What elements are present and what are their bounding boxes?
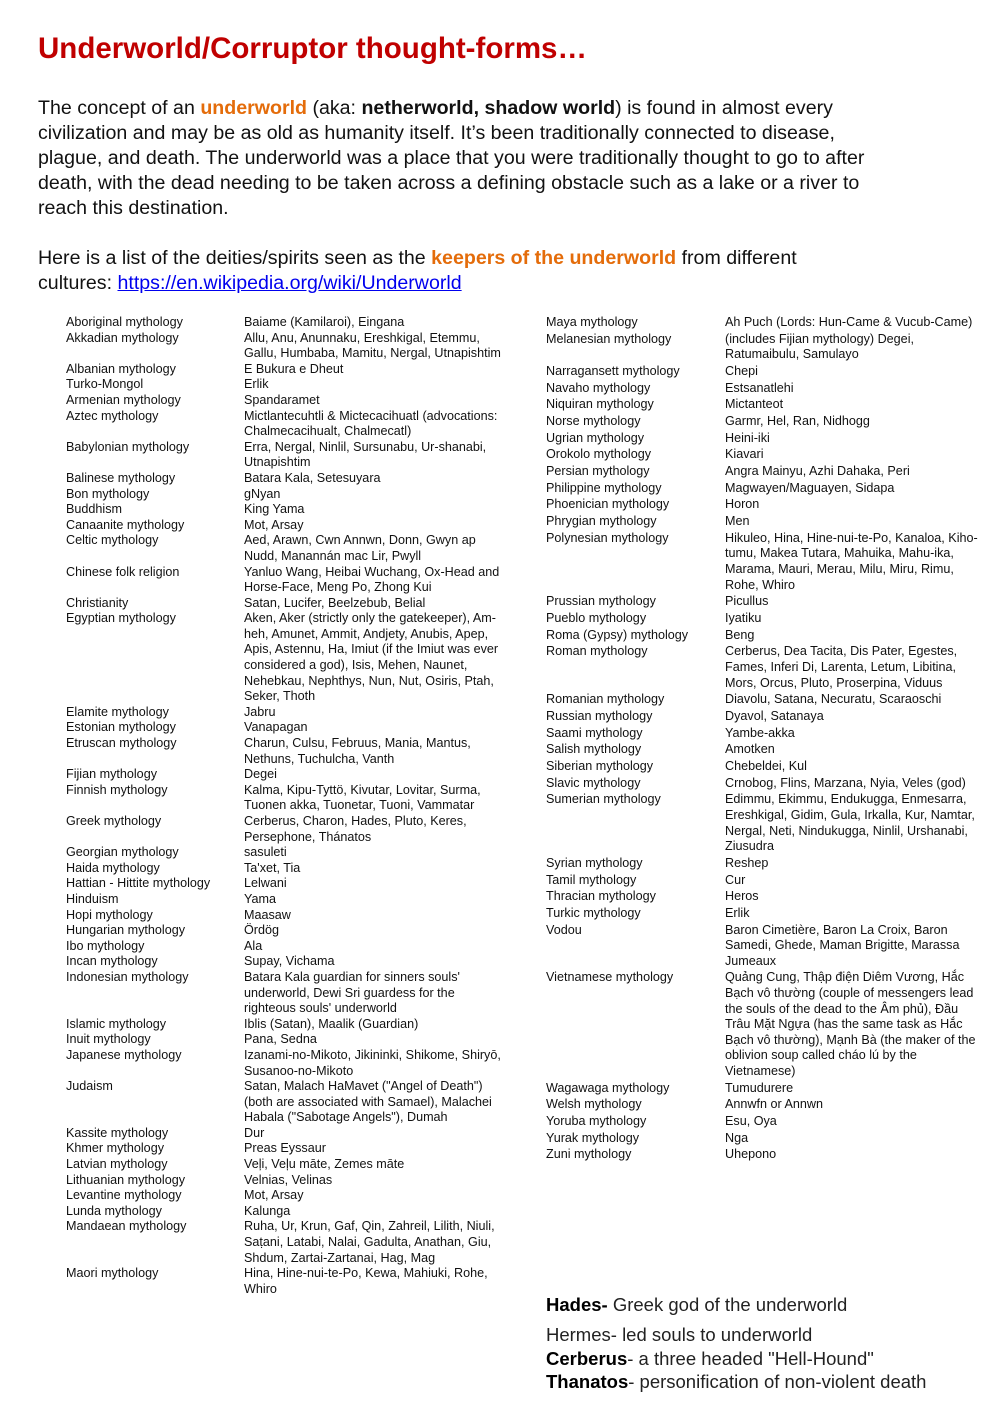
deity-list: Iblis (Satan), Maalik (Guardian): [244, 1016, 419, 1031]
culture-name: Zuni mythology: [546, 1147, 632, 1162]
deity-list: Nga: [725, 1130, 749, 1145]
deity-list: Velnias, Velinas: [244, 1172, 333, 1187]
deity-list: Uhepono: [725, 1147, 777, 1162]
list-intro-text: Here is a list of the deities/spirits seen as the: [38, 247, 432, 269]
deity-list: Annwfn or Annwn: [725, 1097, 824, 1112]
culture-name: Saami mythology: [546, 725, 643, 740]
deity-list: Hikuleo, Hina, Hine-nui-te-Po, Kanaloa, Kiho-tumu, Makea Tutara, Mahuika, Mahu-ika, Marama, Mauri, Merau, Milu, Miru, Rimu, Rohe, Whiro: [725, 530, 978, 592]
culture-name: Navaho mythology: [546, 380, 651, 395]
culture-name: Khmer mythology: [66, 1141, 164, 1156]
table-row: [66, 1173, 511, 1189]
culture-name: Yoruba mythology: [546, 1114, 647, 1129]
deity-table-right: [546, 315, 986, 1164]
table-row: [66, 1266, 511, 1297]
deity-list: Chepi: [725, 363, 758, 378]
culture-name: Greek mythology: [66, 814, 162, 828]
deity-list: Edimmu, Ekimmu, Endukugga, Enmesarra, Ereshkigal, Gidim, Gula, Irkalla, Kur, Namtar, Nergal, Neti, Nindukugga, Ninlil, Urshanabi, Ziusudra: [725, 792, 975, 854]
table-row: [66, 767, 511, 783]
deity-list: Aken, Aker (strictly only the gatekeeper), Am-heh, Amunet, Ammit, Andjety, Anubis, Apep, Apis, Astennu, Ha, Imiut (if the Imiut was ever considered a god), Isis, Mehen, Naunet, Nehebkau, Nephthys, Nun, Nut, Osiris, Ptah, Seker, Thoth: [244, 611, 499, 704]
culture-name: Balinese mythology: [66, 470, 176, 485]
table-row: [546, 709, 986, 725]
list-intro-paragraph: [38, 246, 868, 296]
deity-list: Allu, Anu, Anunnaku, Ereshkigal, Etemmu, Gallu, Humbaba, Mamitu, Nergal, Utnapishtim: [244, 330, 501, 361]
culture-name: Chinese folk religion: [66, 564, 180, 579]
table-row: [66, 908, 511, 924]
deity-list: (includes Fijian mythology) Degei, Ratumaibulu, Samulayo: [725, 331, 914, 362]
deity-list: Aed, Arawn, Cwn Annwn, Donn, Gwyn ap Nudd, Manannán mac Lir, Pwyll: [244, 533, 476, 563]
culture-name: Hopi mythology: [66, 907, 153, 922]
deity-list: Ala: [244, 938, 263, 953]
deity-list: Maasaw: [244, 907, 291, 922]
culture-name: Aztec mythology: [66, 408, 159, 423]
deity-list: Yama: [244, 891, 276, 906]
culture-name: Armenian mythology: [66, 392, 181, 407]
deity-list: Yambe-akka: [725, 725, 795, 740]
culture-name: Buddhism: [66, 502, 123, 517]
deity-list: Ta'xet, Tia: [244, 860, 301, 875]
deity-list: Batara Kala, Setesuyara: [244, 470, 381, 485]
deity-list: Satan, Lucifer, Beelzebub, Belial: [244, 595, 426, 610]
deity-list: Baiame (Kamilaroi), Eingana: [244, 315, 405, 329]
deity-list: Horon: [725, 497, 760, 512]
summary-term: Hades-: [546, 1294, 608, 1315]
deity-list: Erra, Nergal, Ninlil, Sursunabu, Ur-shanabi, Utnapishtim: [244, 439, 487, 470]
summary-item: [546, 1293, 926, 1317]
summary-description: Greek god of the underworld: [607, 1294, 848, 1315]
table-row: [66, 362, 511, 378]
deity-list: Amotken: [725, 742, 775, 757]
table-row: [66, 518, 511, 534]
deity-list: Hina, Hine-nui-te-Po, Kewa, Mahiuki, Rohe, Whiro: [244, 1266, 488, 1296]
table-row: [546, 873, 986, 889]
table-row: [546, 628, 986, 644]
table-row: [546, 742, 986, 758]
culture-name: Turkic mythology: [546, 905, 641, 920]
deity-list: Degei: [244, 767, 277, 782]
table-row: [546, 514, 986, 530]
culture-name: Japanese mythology: [66, 1047, 182, 1062]
deity-list: Reshep: [725, 855, 769, 870]
table-row: [546, 644, 986, 691]
deity-list: Estsanatlehi: [725, 380, 794, 395]
table-row: [546, 856, 986, 872]
table-row: [546, 531, 986, 593]
summary-description: - led souls to underworld: [610, 1323, 813, 1345]
table-row: [66, 596, 511, 612]
culture-name: Albanian mythology: [66, 361, 176, 376]
deity-list: Magwayen/Maguayen, Sidapa: [725, 480, 895, 495]
table-row: [66, 845, 511, 861]
deity-list: Pana, Sedna: [244, 1032, 317, 1047]
table-row: [66, 939, 511, 955]
culture-name: Wagawaga mythology: [546, 1080, 670, 1095]
culture-name: Ugrian mythology: [546, 430, 644, 445]
deity-list: Baron Cimetière, Baron La Croix, Baron Samedi, Ghede, Maman Brigitte, Marassa Jumeaux: [725, 922, 960, 968]
deity-table-left: [66, 315, 511, 1297]
table-row: [546, 447, 986, 463]
table-row: [66, 876, 511, 892]
table-row: [66, 315, 511, 331]
deity-list: Men: [725, 514, 750, 529]
table-row: [66, 720, 511, 736]
table-row: [66, 393, 511, 409]
culture-name: Georgian mythology: [66, 845, 179, 860]
culture-name: Persian mythology: [546, 464, 650, 479]
summary-description: - a three headed "Hell-Hound": [627, 1347, 874, 1369]
deity-list: Yanluo Wang, Heibai Wuchang, Ox-Head and Horse-Face, Meng Po, Zhong Kui: [244, 564, 500, 595]
table-row: [66, 1017, 511, 1033]
culture-name: Orokolo mythology: [546, 447, 651, 462]
deity-list: Erlik: [725, 905, 750, 920]
table-row: [66, 923, 511, 939]
table-row: [66, 1032, 511, 1048]
deity-list: Diavolu, Satana, Necuratu, Scaraoschi: [725, 692, 942, 707]
table-row: [66, 814, 511, 845]
deity-list: Kiavari: [725, 447, 764, 462]
table-row: [546, 726, 986, 742]
table-row: [66, 1141, 511, 1157]
culture-name: Niquiran mythology: [546, 397, 654, 412]
table-row: [66, 736, 511, 767]
deity-list: gNyan: [244, 486, 281, 501]
table-row: [546, 481, 986, 497]
culture-name: Hungarian mythology: [66, 923, 186, 938]
deity-list: Charun, Culsu, Februus, Mania, Mantus, Nethuns, Tuchulcha, Vanth: [244, 736, 471, 766]
culture-name: Pueblo mythology: [546, 611, 647, 625]
culture-name: Elamite mythology: [66, 704, 169, 719]
summary-term: Cerberus: [546, 1347, 628, 1369]
table-row: [546, 792, 986, 854]
deity-list: Cerberus, Charon, Hades, Pluto, Keres, Persephone, Thánatos: [244, 814, 467, 844]
table-row: [546, 1114, 986, 1130]
table-row: [546, 464, 986, 480]
culture-name: Akkadian mythology: [66, 330, 179, 345]
culture-name: Bon mythology: [66, 486, 150, 501]
table-row: [546, 594, 986, 610]
culture-name: Islamic mythology: [66, 1016, 167, 1031]
summary-term: Hermes: [546, 1323, 611, 1345]
culture-name: Welsh mythology: [546, 1097, 642, 1112]
table-row: [546, 889, 986, 905]
culture-name: Maya mythology: [546, 315, 638, 329]
table-row: [66, 1219, 511, 1266]
deity-list: Jabru: [244, 704, 276, 719]
intro-paragraph: [38, 96, 868, 221]
table-row: [546, 431, 986, 447]
wikipedia-link[interactable]: https://en.wikipedia.org/wiki/Underworld: [117, 272, 462, 294]
summary-item: [546, 1323, 926, 1347]
culture-name: Salish mythology: [546, 742, 642, 757]
deity-list: King Yama: [244, 502, 305, 517]
culture-name: Melanesian mythology: [546, 331, 672, 346]
deity-list: Ah Puch (Lords: Hun-Came & Vucub-Came): [725, 315, 973, 329]
table-row: [546, 906, 986, 922]
deity-list: E Bukura e Dheut: [244, 361, 344, 376]
culture-name: Estonian mythology: [66, 720, 176, 735]
summary-description: - personification of non-violent death: [628, 1371, 927, 1393]
culture-name: Turko-Mongol: [66, 377, 144, 392]
table-row: [546, 332, 986, 363]
intro-text: ) is found in almost every civilization and may be as old as humanity itself. It’s been traditionally connected to disease, plague, and death. The underworld was a place that you were traditionally thought to go to after death, with the dead needing to be taken across a defining obstacle such as a lake or a river to reach this destination.: [38, 97, 865, 219]
deity-list: Esu, Oya: [725, 1114, 777, 1129]
table-row: [66, 331, 511, 362]
culture-name: Slavic mythology: [546, 775, 641, 790]
underworld-highlight: underworld: [200, 97, 307, 119]
culture-name: Incan mythology: [66, 954, 158, 969]
culture-name: Etruscan mythology: [66, 736, 177, 751]
table-row: [66, 954, 511, 970]
deity-list: Mot, Arsay: [244, 517, 304, 532]
culture-name: Russian mythology: [546, 708, 653, 723]
culture-name: Aboriginal mythology: [66, 315, 183, 329]
deity-list: Erlik: [244, 377, 269, 392]
table-row: [66, 783, 511, 814]
culture-name: Phrygian mythology: [546, 514, 657, 529]
table-row: [66, 565, 511, 596]
culture-name: Kassite mythology: [66, 1125, 169, 1140]
culture-name: Philippine mythology: [546, 480, 662, 495]
deity-list: sasuleti: [244, 845, 287, 860]
table-row: [66, 1188, 511, 1204]
culture-name: Latvian mythology: [66, 1157, 168, 1172]
deity-list: Satan, Malach HaMavet ("Angel of Death") (both are associated with Samael), Malachei Habala ("Sabotage Angels"), Dumah: [244, 1079, 492, 1125]
culture-name: Babylonian mythology: [66, 439, 190, 454]
culture-name: Yurak mythology: [546, 1130, 640, 1145]
culture-name: Canaanite mythology: [66, 517, 185, 532]
table-row: [66, 533, 511, 564]
deity-list: Tumudurere: [725, 1080, 794, 1095]
table-row: [66, 1048, 511, 1079]
culture-name: Levantine mythology: [66, 1188, 182, 1203]
keepers-highlight: keepers of the underworld: [431, 247, 677, 269]
culture-name: Lithuanian mythology: [66, 1172, 186, 1187]
deity-list: Picullus: [725, 594, 769, 609]
deity-list: Batara Kala guardian for sinners souls' underworld, Dewi Sri guardess for the righteous souls' underworld: [244, 969, 460, 1016]
deity-list: Supay, Vichama: [244, 954, 335, 969]
table-row: [546, 759, 986, 775]
culture-name: Fijian mythology: [66, 767, 157, 782]
table-row: [546, 1097, 986, 1113]
deity-list: Veļi, Veļu māte, Zemes māte: [244, 1157, 405, 1172]
culture-name: Syrian mythology: [546, 855, 643, 870]
deity-list: Garmr, Hel, Ran, Nidhogg: [725, 414, 870, 429]
table-row: [546, 1147, 986, 1163]
table-row: [546, 1081, 986, 1097]
culture-name: Finnish mythology: [66, 782, 168, 797]
table-row: [66, 502, 511, 518]
culture-name: Lunda mythology: [66, 1203, 162, 1218]
page-title: Underworld/Corruptor thought-forms…: [38, 32, 587, 65]
deity-list: Cerberus, Dea Tacita, Dis Pater, Egestes, Fames, Inferi Di, Larenta, Letum, Libitina, Mors, Orcus, Pluto, Proserpina, Viduus: [725, 644, 958, 690]
culture-name: Hinduism: [66, 891, 119, 906]
deity-list: Izanami-no-Mikoto, Jikininki, Shikome, Shiryō, Susanoo-no-Mikoto: [244, 1047, 501, 1078]
table-row: [66, 1157, 511, 1173]
deity-list: Chebeldei, Kul: [725, 759, 807, 773]
culture-name: Roma (Gypsy) mythology: [546, 627, 689, 642]
deity-list: Beng: [725, 627, 755, 642]
deity-list: Quảng Cung, Thập điện Diêm Vương, Hắc Bạch vô thường (couple of messengers lead the souls of the dead to the Âm phủ), Đầu Trâu Mặt Ngựa (has the same task as Hắc Bạch vô thường), Mạnh Bà (the maker of the oblivion soup called cháo lú by the Vietnamese): [725, 970, 976, 1079]
table-row: [66, 409, 511, 440]
deity-list: Ördög: [244, 923, 280, 938]
culture-name: Siberian mythology: [546, 759, 654, 773]
deity-list: Heini-iki: [725, 430, 770, 445]
summary-item: [546, 1347, 926, 1371]
deity-list: Dur: [244, 1125, 265, 1140]
culture-name: Celtic mythology: [66, 533, 159, 548]
deity-list: Iyatiku: [725, 611, 762, 625]
culture-name: Polynesian mythology: [546, 530, 669, 545]
culture-name: Sumerian mythology: [546, 792, 661, 807]
table-row: [66, 970, 511, 1017]
deity-list: Ruha, Ur, Krun, Gaf, Qin, Zahreil, Lilith, Niuli, Saṭani, Latabi, Nalai, Gadulta, Anathan, Giu, Shdum, Zartai-Zartanai, Hag, Mag: [244, 1219, 495, 1265]
table-row: [546, 776, 986, 792]
table-row: [546, 692, 986, 708]
deity-list: Vanapagan: [244, 720, 308, 735]
table-row: [66, 1126, 511, 1142]
culture-name: Hattian - Hittite mythology: [66, 876, 211, 891]
deity-list: Preas Eyssaur: [244, 1141, 326, 1156]
deity-list: Kalma, Kipu-Tyttö, Kivutar, Lovitar, Surma, Tuonen akka, Tuonetar, Tuoni, Vammatar: [244, 782, 481, 813]
table-row: [66, 861, 511, 877]
culture-name: Ibo mythology: [66, 938, 145, 953]
deity-list: Spandaramet: [244, 392, 320, 407]
deity-list: Dyavol, Satanaya: [725, 708, 824, 723]
summary-item: [546, 1370, 926, 1394]
deity-list: Kalunga: [244, 1203, 291, 1218]
culture-name: Norse mythology: [546, 414, 641, 429]
summary-list: [546, 1293, 926, 1394]
table-row: [546, 414, 986, 430]
table-row: [546, 1131, 986, 1147]
culture-name: Tamil mythology: [546, 872, 637, 887]
intro-text: (aka:: [307, 97, 362, 119]
culture-name: Maori mythology: [66, 1266, 159, 1281]
table-row: [66, 487, 511, 503]
deity-list: Angra Mainyu, Azhi Dahaka, Peri: [725, 464, 910, 479]
aka-terms: netherworld, shadow world: [361, 97, 616, 119]
summary-term: Thanatos: [546, 1371, 629, 1393]
deity-list: Crnobog, Flins, Marzana, Nyia, Veles (god): [725, 775, 966, 790]
table-row: [66, 471, 511, 487]
table-row: [546, 397, 986, 413]
culture-name: Christianity: [66, 595, 129, 610]
culture-name: Roman mythology: [546, 644, 648, 659]
culture-name: Narragansett mythology: [546, 363, 680, 378]
culture-name: Haida mythology: [66, 860, 160, 875]
table-row: [546, 315, 986, 331]
list-intro-text: from different cultures:: [38, 247, 797, 294]
culture-name: Inuit mythology: [66, 1032, 151, 1047]
table-row: [66, 1079, 511, 1126]
intro-text: The concept of an: [38, 97, 201, 119]
deity-list: Mictanteot: [725, 397, 784, 412]
table-row: [66, 1204, 511, 1220]
table-row: [546, 923, 986, 970]
culture-name: Romanian mythology: [546, 692, 665, 707]
table-row: [546, 381, 986, 397]
table-row: [66, 892, 511, 908]
culture-name: Egyptian mythology: [66, 611, 176, 626]
culture-name: Vietnamese mythology: [546, 970, 674, 985]
table-row: [66, 440, 511, 471]
deity-list: Cur: [725, 872, 746, 887]
deity-list: Lelwani: [244, 876, 287, 891]
table-row: [546, 364, 986, 380]
table-row: [66, 705, 511, 721]
table-row: [546, 611, 986, 627]
table-row: [546, 970, 986, 1079]
culture-name: Indonesian mythology: [66, 969, 189, 984]
culture-name: Prussian mythology: [546, 594, 656, 609]
deity-list: Mictlantecuhtli & Mictecacihuatl (advocations: Chalmecacihualt, Chalmecatl): [244, 408, 498, 439]
culture-name: Thracian mythology: [546, 889, 656, 904]
culture-name: Vodou: [546, 922, 582, 937]
culture-name: Mandaean mythology: [66, 1219, 187, 1234]
deity-list: Heros: [725, 889, 759, 904]
table-row: [546, 497, 986, 513]
deity-list: Mot, Arsay: [244, 1188, 304, 1203]
table-row: [66, 611, 511, 705]
culture-name: Judaism: [66, 1079, 113, 1094]
table-row: [66, 377, 511, 393]
culture-name: Phoenician mythology: [546, 497, 670, 512]
